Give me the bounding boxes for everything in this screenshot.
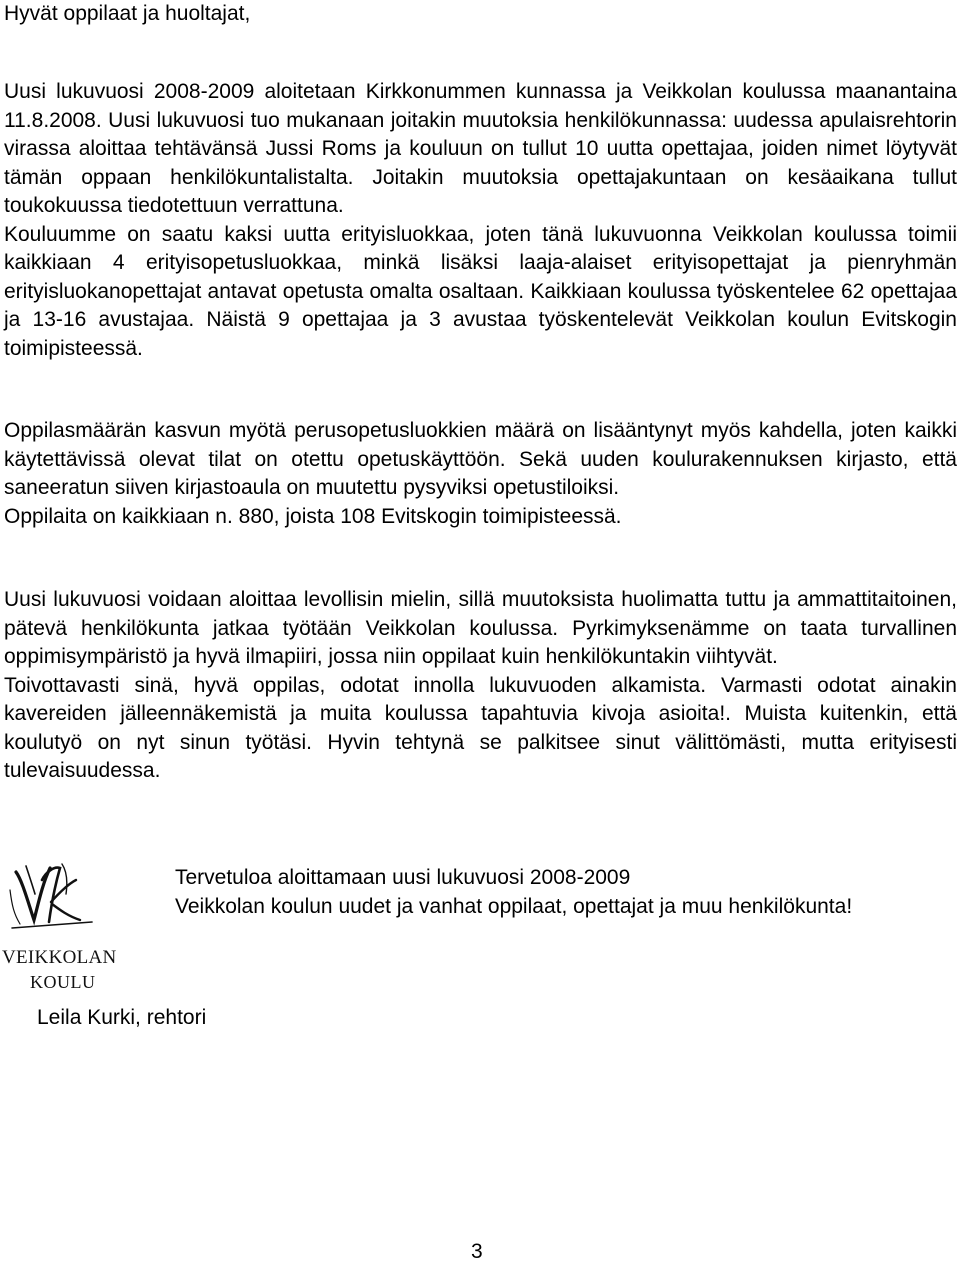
welcome-message bbox=[175, 864, 957, 921]
paragraph-wishes: Toivottavasti sinä, hyvä oppilas, odotat innolla lukuvuoden alkamista. Varmasti odotat ainakin kavereiden jälleennäkemistä ja muita koulussa tapahtuvia kivoja asioita!. Muista kuitenkin, että koulutyö on nyt sinun työtäsi. Hyvin tehtynä se palkitsee sinut välittömästi, mutta erityisesti tulevaisuudessa. bbox=[4, 673, 957, 782]
signature-principal: Leila Kurki, rehtori bbox=[37, 1006, 207, 1029]
paragraph-new-school-year: Uusi lukuvuosi 2008-2009 aloitetaan Kirkkonummen kunnassa ja Veikkolan koulussa maanantaina 11.8.2008. Uusi lukuvuosi tuo mukanaan joitakin muutoksia henkilökunnassa: uudessa apulaisrehtorin virassa aloittaa tehtävänsä Jussi Roms ja kouluun on tullut 10 uutta opettajaa, joiden nimet löytyvät tämän oppaan henkilökuntalistalta. Joitakin muutoksia opettajakuntaan on kesäaikana tullut toukokuussa tiedotettuun verrattuna. bbox=[4, 80, 957, 217]
welcome-line-1: Tervetuloa aloittamaan uusi lukuvuosi 2008-2009 bbox=[175, 866, 631, 889]
logo-wordmark-line2: KOULU bbox=[30, 972, 96, 992]
body-block-closing bbox=[4, 586, 957, 786]
paragraph-class-growth: Oppilasmäärän kasvun myötä perusopetusluokkien määrä on lisääntynyt myös kahdella, joten kaikki käytettävissä olevat tilat on otettu opetuskäyttöön. Sekä uuden koulurakennuksen kirjasto, että saneeratun siiven kirjastoaula on muutettu pysyviksi opetustiloiksi. bbox=[4, 419, 957, 499]
welcome-line-2: Veikkolan koulun uudet ja vanhat oppilaat, opettajat ja muu henkilökunta! bbox=[175, 894, 853, 918]
page-number: 3 bbox=[471, 1240, 483, 1263]
paragraph-pupil-count: Oppilaita on kaikkiaan n. 880, joista 108 Evitskogin toimipisteessä. bbox=[4, 504, 622, 528]
body-block-staff bbox=[4, 78, 957, 363]
letter-greeting: Hyvät oppilaat ja huoltajat, bbox=[4, 2, 251, 25]
logo-wordmark-line1: VEIKKOLAN bbox=[2, 947, 117, 968]
veikkolan-koulu-logo-icon bbox=[2, 850, 152, 1000]
body-block-pupils bbox=[4, 417, 957, 531]
signature-area bbox=[0, 840, 960, 1040]
paragraph-special-classes: Kouluumme on saatu kaksi uutta erityisluokkaa, joten tänä lukuvuonna Veikkolan koulussa toimii kaikkiaan 4 erityisopetusluokkaa, minkä lisäksi laaja-alaiset erityisopettajat ja pienryhmän erityisluokanopettajat antavat opetusta omalta osaltaan. Kaikkiaan koulussa työskentelee 62 opettajaa ja 13-16 avustajaa. Näistä 9 opettajaa ja 3 avustaa työskentelevät Veikkolan koulun Evitskogin toimipisteessä. bbox=[4, 222, 957, 360]
paragraph-calm-start: Uusi lukuvuosi voidaan aloittaa levollisin mielin, sillä muutoksista huolimatta tuttu ja ammattitaitoinen, pätevä henkilökunta jatkaa työtään Veikkolan koulussa. Pyrkimyksenämme on taata turvallinen oppimisympäristö ja hyvä ilmapiiri, jossa niin oppilaat kuin henkilökuntakin viihtyvät. bbox=[4, 588, 957, 668]
